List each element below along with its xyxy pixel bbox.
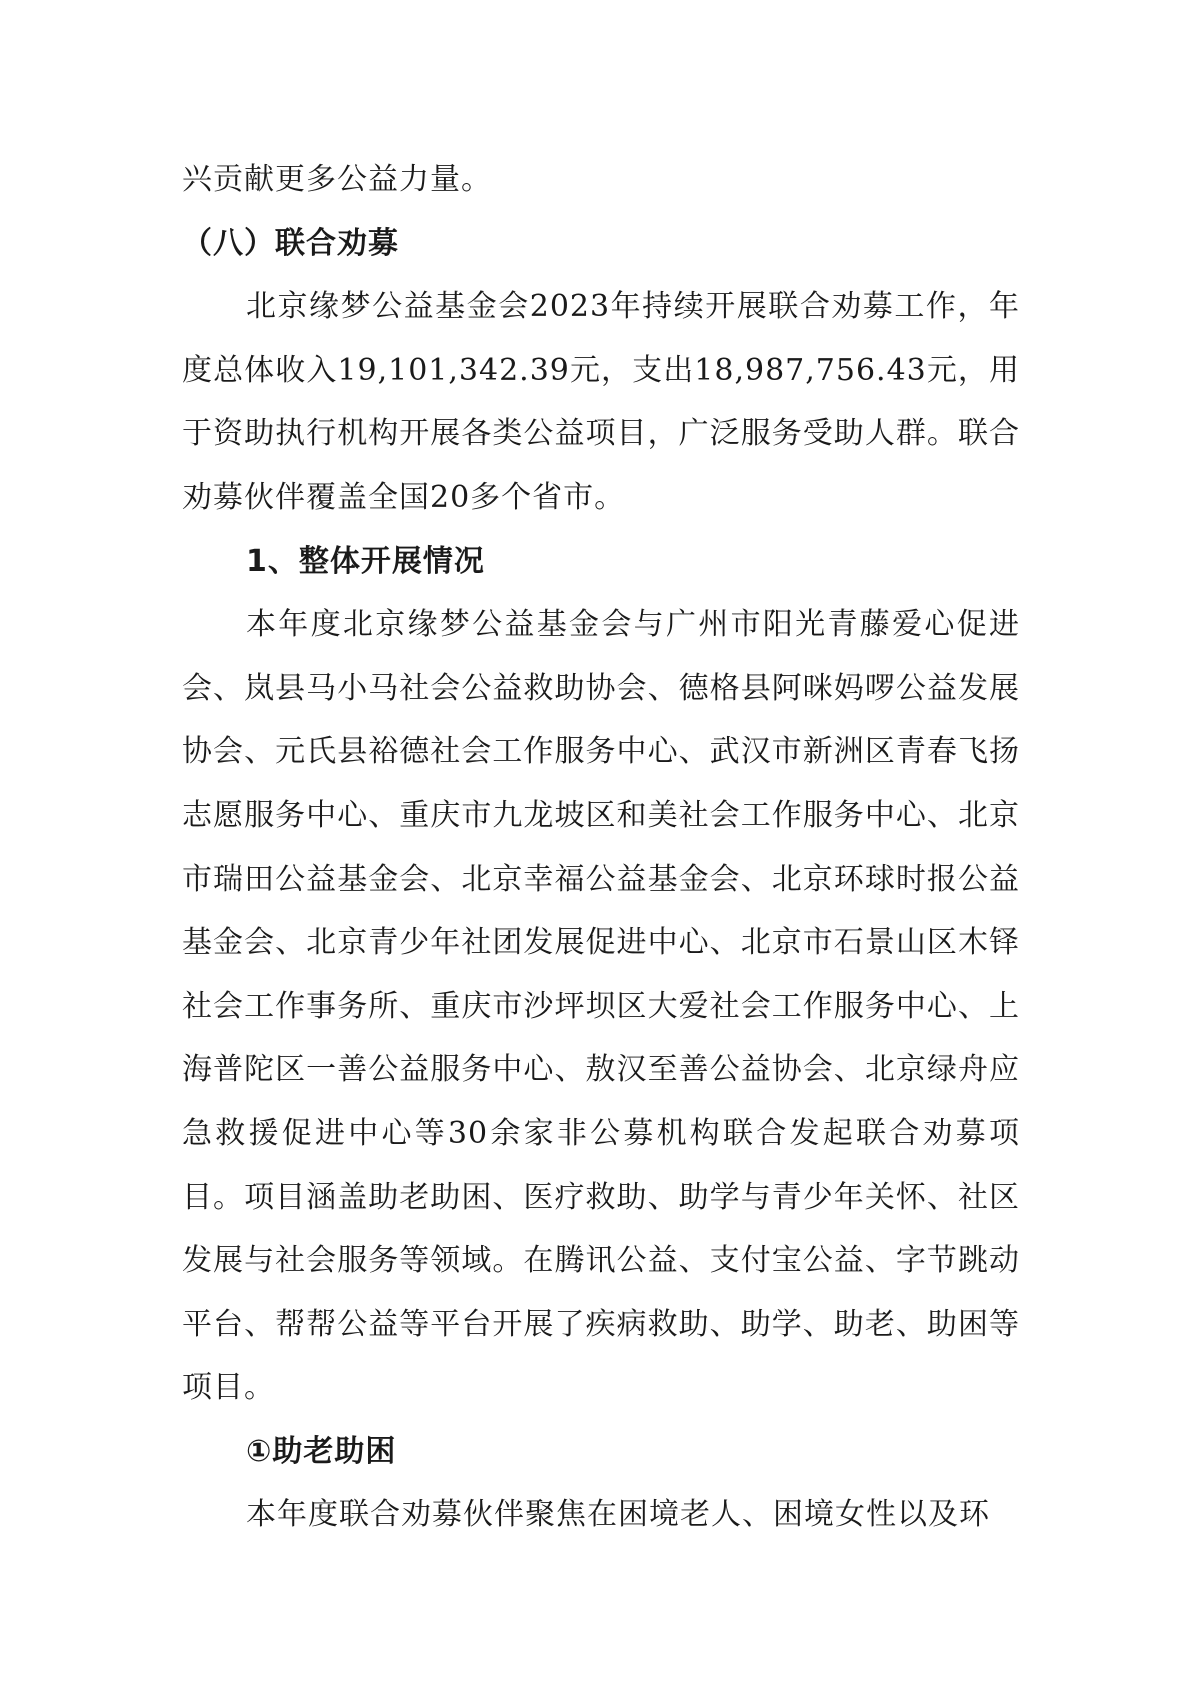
section-heading: （八）联合劝募 [182,225,399,261]
subheading-elderly: ①助老助困 [246,1433,397,1469]
document-body [182,148,1020,1547]
continuation-paragraph: 兴贡献更多公益力量。 [182,162,492,197]
overview-paragraph: 本年度北京缘梦公益基金会与广州市阳光青藤爱心促进会、岚县马小马社会公益救助协会、德格县阿咪妈啰公益发展协会、元氏县裕德社会工作服务中心、武汉市新洲区青春飞扬志愿服务中心、重庆市九龙坡区和美社会工作服务中心、北京市瑞田公益基金会、北京幸福公益基金会、北京环球时报公益基金会、北京青少年社团发展促进中心、北京市石景山区木铎社会工作事务所、重庆市沙坪坝区大爱社会工作服务中心、上海普陀区一善公益服务中心、敖汉至善公益协会、北京绿舟应急救援促进中心等30余家非公募机构联合发起联合劝募项目。项目涵盖助老助困、医疗救助、助学与青少年关怀、社区发展与社会服务等领域。在腾讯公益、支付宝公益、字节跳动平台、帮帮公益等平台开展了疾病救助、助学、助老、助困等项目。 [182,607,1020,1406]
elderly-paragraph: 本年度联合劝募伙伴聚焦在困境老人、困境女性以及环 [246,1497,990,1533]
subheading-overview: 1、整体开展情况 [246,543,485,579]
intro-paragraph: 北京缘梦公益基金会2023年持续开展联合劝募工作，年度总体收入19,101,342.39元，支出18,987,756.43元，用于资助执行机构开展各类公益项目，广泛服务受助人群。联合劝募伙伴覆盖全国20多个省市。 [182,289,1020,515]
